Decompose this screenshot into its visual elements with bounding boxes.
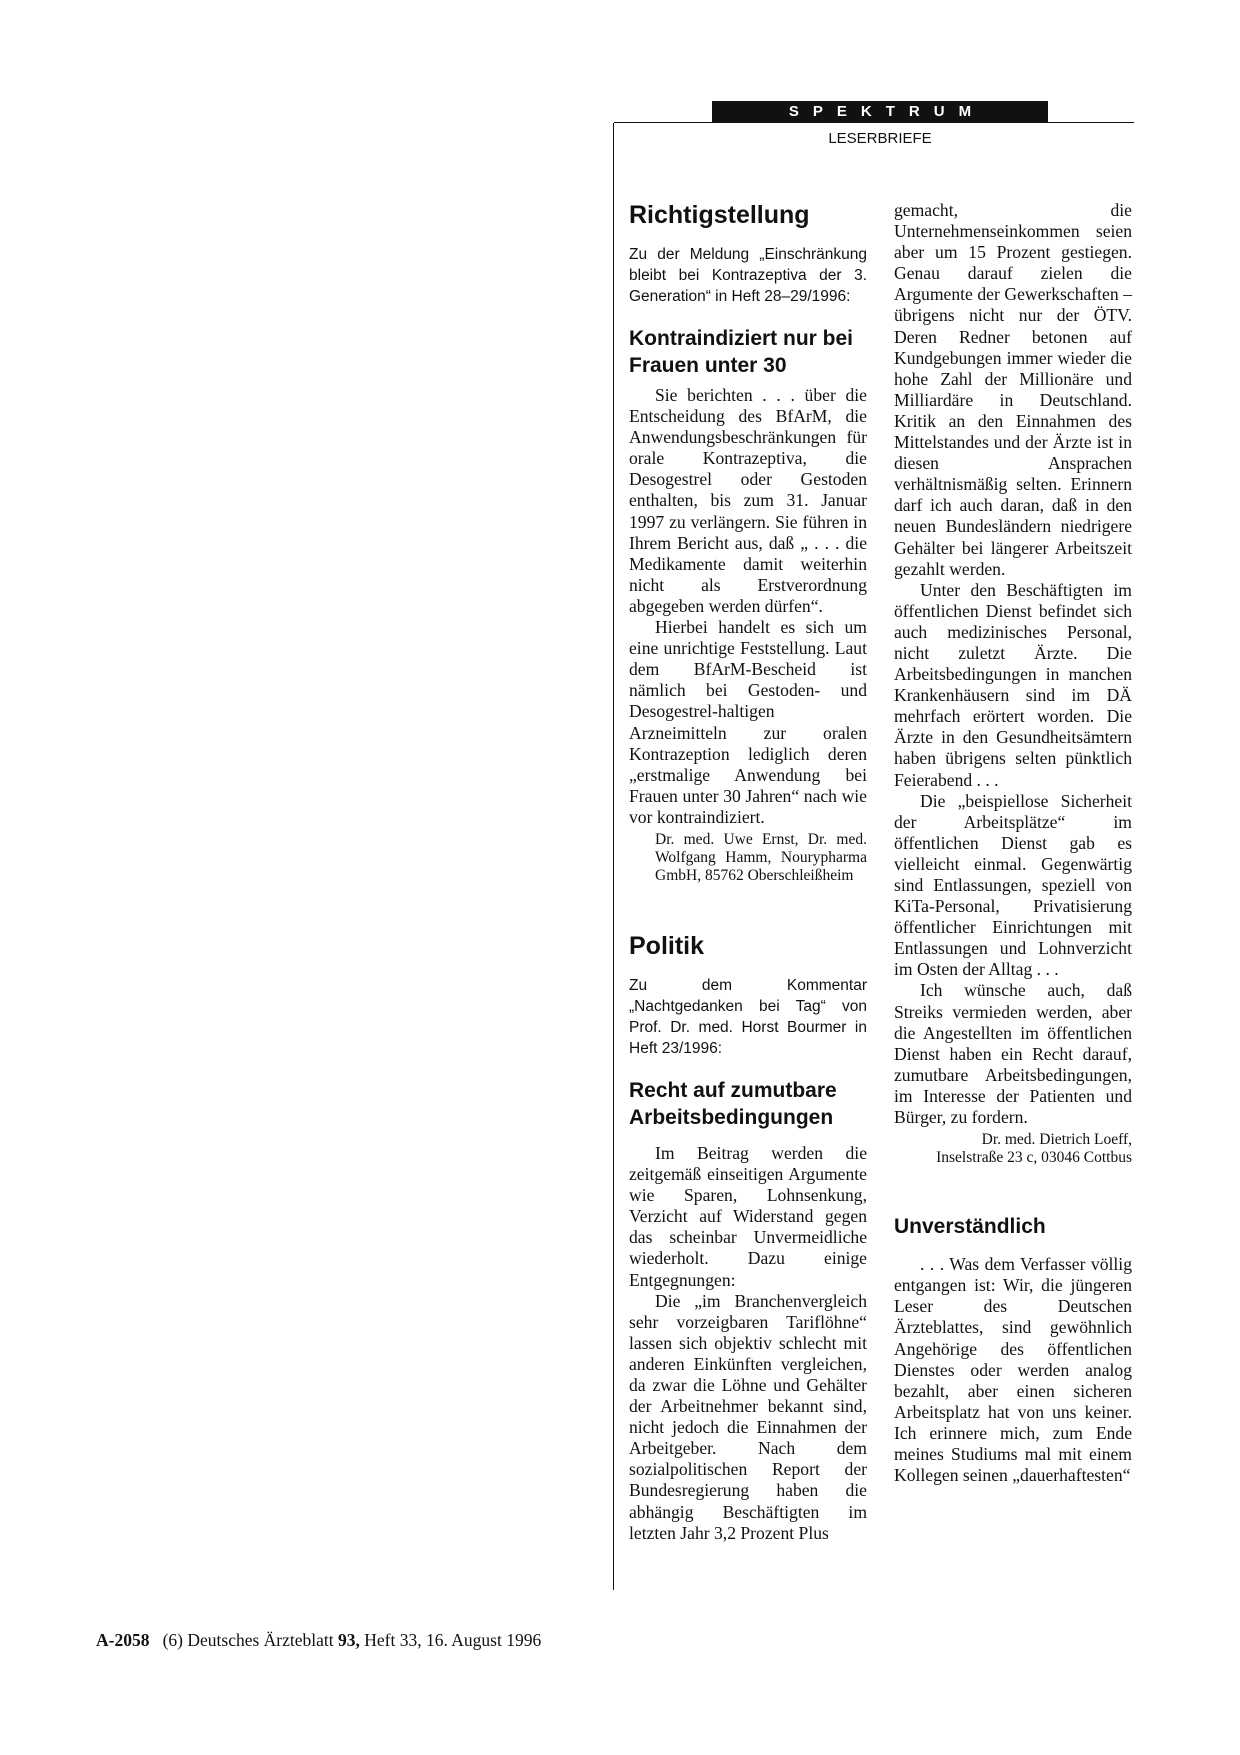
article-body (629, 1143, 867, 1544)
signature: Dr. med. Uwe Ernst, Dr. med. Wolfgang Hamm, Nourypharma GmbH, 85762 Oberschleißheim (655, 830, 867, 884)
paragraph: Unter den Beschäftigten im öffentlichen Dienst befindet sich auch medizinisches Personal, nicht zuletzt Ärzte. Die Arbeitsbedingungen in manchen Krankenhäusern sind im DÄ mehrfach erörtert worden. Die Ärzte in den Gesundheitsämtern haben übrigens selten pünktlich Feierabend . . . (894, 579, 1132, 790)
column-left (629, 200, 867, 1544)
page-footer (96, 1630, 541, 1651)
article-title: Richtigstellung (629, 201, 810, 229)
article-intro: Zu dem Kommentar „Nachtgedanken bei Tag“ von Prof. Dr. med. Horst Bourmer in Heft 23/1996: (629, 976, 867, 1057)
article-body (629, 385, 867, 828)
issue-suffix: Heft 33, 16. August 1996 (364, 1630, 542, 1650)
paragraph: Im Beitrag werden die zeitgemäß einseitigen Argumente wie Sparen, Lohnsenkung, Verzicht auf Widerstand gegen das scheinbar Unvermeidliche wiederholt. Dazu einige Entgegnungen: (629, 1142, 867, 1290)
article-title: Unverständlich (894, 1215, 1046, 1239)
column-right (894, 200, 1132, 1486)
page-number: A-2058 (96, 1630, 150, 1650)
header-rule (614, 122, 1134, 123)
article-intro: Zu der Meldung „Einschränkung bleibt bei Kontrazeptiva der 3. Generation“ in Heft 28–29/1996: (629, 246, 867, 305)
article-body (894, 200, 1132, 1128)
paragraph: Hierbei handelt es sich um eine unrichtige Feststellung. Laut dem BfArM-Bescheid ist nämlich bei Gestoden- und Desogestrel-haltigen Arzneimitteln zur oralen Kontrazeption lediglich deren „erstmalige Anwendung bei Frauen unter 30 Jahren“ nach wie vor kontraindiziert. (629, 617, 867, 827)
paragraph: Die „im Branchenvergleich sehr vorzeigbaren Tariflöhne“ lassen sich objektiv schlecht mit anderen Einkünften vergleichen, da zwar die Löhne und Gehälter der Arbeitnehmer bekannt sind, nicht jedoch die Einnahmen der Arbeitgeber. Nach dem sozialpolitischen Report der Bundesregierung haben die abhängig Beschäftigten im letzten Jahr 3,2 Prozent Plus (629, 1290, 867, 1543)
issue-prefix: (6) Deutsches Ärzteblatt (162, 1630, 334, 1650)
article-subhead: Kontraindiziert nur bei Frauen unter 30 (629, 327, 854, 377)
signature: Dr. med. Dietrich Loeff, Inselstraße 23 c, 03046 Cottbus (936, 1131, 1132, 1167)
article-title: Politik (629, 931, 705, 960)
article-body (894, 1254, 1132, 1486)
article-subhead: Recht auf zumutbare Arbeitsbedingungen (629, 1078, 837, 1129)
paragraph: Sie berichten . . . über die Entscheidung des BfArM, die Anwendungsbeschränkungen für orale Kontrazeptiva, die Desogestrel oder Gestoden enthalten, bis zum 31. Januar 1997 zu verlängern. Sie führen in Ihrem Bericht aus, daß „ . . . die Medikamente damit weiterhin nicht als Erstverordnung abgegeben werden dürfen“. (629, 385, 867, 616)
paragraph: Ich wünsche auch, daß Streiks vermieden werden, aber die Angestellten im öffentlichen Dienst haben ein Recht darauf, zumutbare Arbeitsbedingungen, im Interesse der Patienten und Bürger, zu fordern. (894, 980, 1132, 1128)
paragraph: . . . Was dem Verfasser völlig entgangen ist: Wir, die jüngeren Leser des Deutschen Ärzteblattes, sind gewöhnlich Angehörige des öffentlichen Dienstes oder werden analog bezahlt, aber einen sicheren Arbeitsplatz hat von uns keiner. Ich erinnere mich, zum Ende meines Studiums mal mit einem Kollegen seinen „dauerhaftesten“ (894, 1254, 1132, 1486)
subsection-label: LESERBRIEFE (828, 130, 932, 147)
column-rule (613, 123, 614, 1590)
section-header: SPEKTRUM (712, 101, 1048, 122)
paragraph: Die „beispiellose Sicherheit der Arbeitsplätze“ im öffentlichen Dienst gab es vielleicht einmal. Gegenwärtig sind Entlassungen, speziell von KiTa-Personal, Privatisierung öffentlicher Einrichtungen mit Entlassungen und Lohnverzicht im Osten der Alltag . . . (894, 790, 1132, 980)
volume-number: 93, (338, 1630, 360, 1650)
paragraph: gemacht, die Unternehmenseinkommen seien aber um 15 Prozent gestiegen. Genau darauf zielen die Argumente der Gewerkschaften – übrigens nicht nur der ÖTV. Deren Redner betonen auf Kundgebungen immer wieder die hohe Zahl der Millionäre und Milliardäre in Deutschland. Kritik an den Einnahmen des Mittelstandes und der Ärzte ist in diesen Ansprachen verhältnismäßig selten. Erinnern darf ich auch daran, daß in den neuen Bundesländern niedrigere Gehälter bei längerer Arbeitszeit gezahlt werden. (894, 200, 1132, 579)
